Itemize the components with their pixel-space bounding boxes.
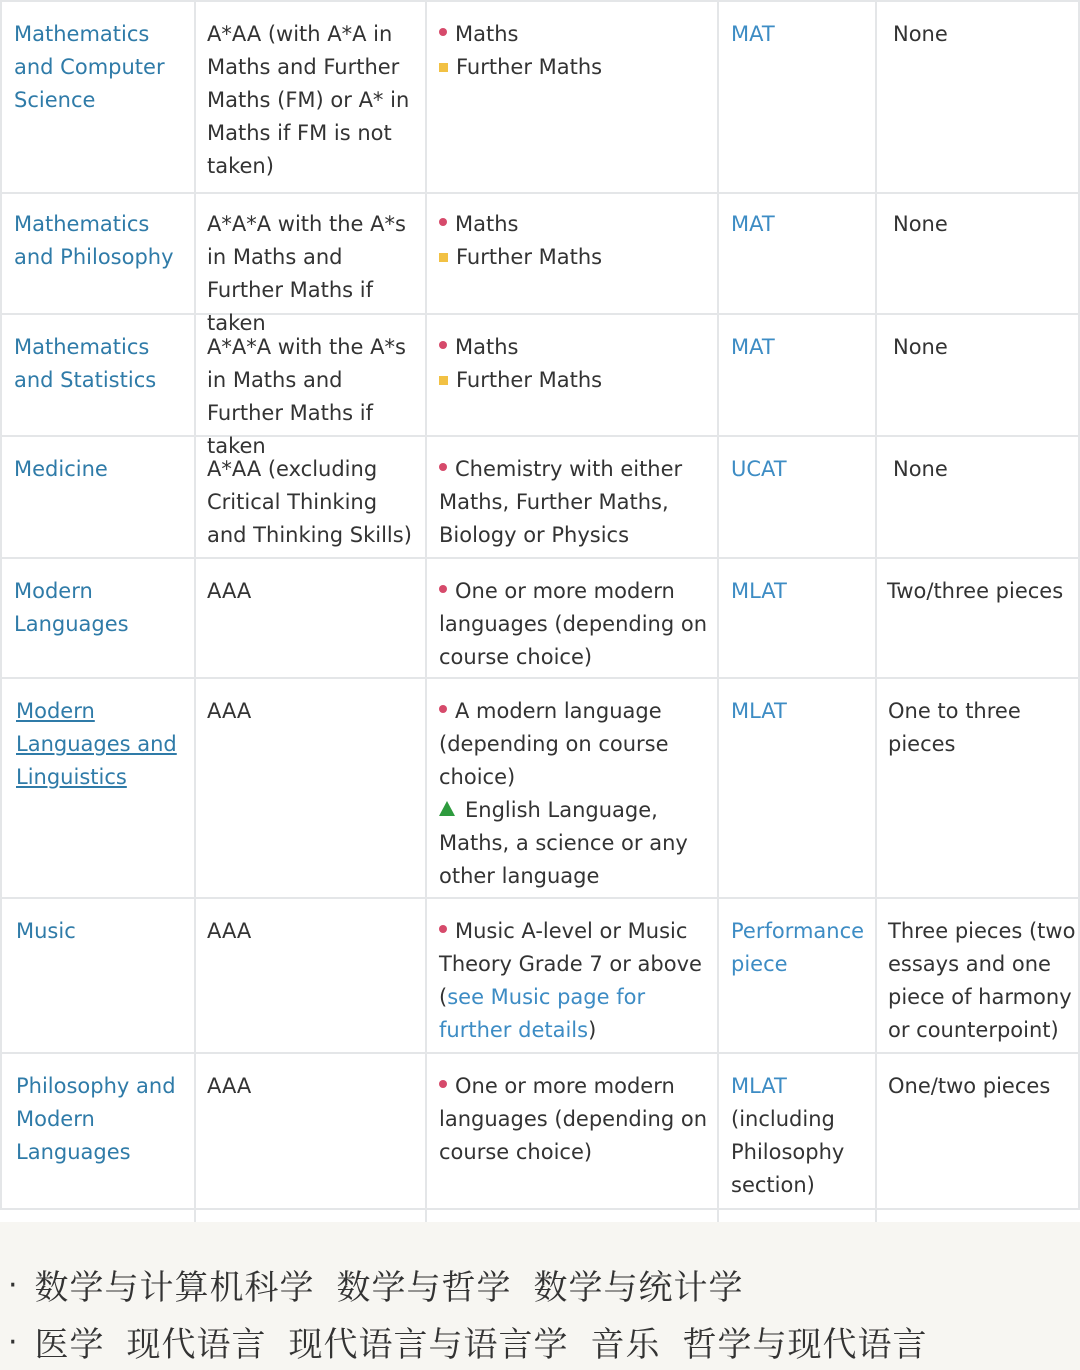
subject-recommended [439,364,711,397]
subject-text: English Language, Maths, a science or any other language [439,798,688,888]
grades-cell [194,192,425,335]
written-work-text: One to three pieces [888,699,1021,756]
subject-essential [439,453,711,552]
test-cell [717,315,875,435]
subject-text: Further Maths [456,245,603,269]
written-work-cell [875,1054,1080,1208]
table-row [0,559,1080,679]
caption-item: 音乐 [590,1325,661,1365]
test-link[interactable]: MLAT [731,579,787,603]
test-cell [717,559,875,677]
course-link[interactable]: Music [16,919,76,943]
subject-text: Maths [455,335,519,359]
bullet-dot: · [8,1325,19,1360]
grades-cell [194,437,425,557]
grades-text: AAA [207,1074,252,1098]
test-link[interactable]: MAT [731,335,775,359]
course-cell [0,437,194,557]
subject-helpful [439,794,711,893]
grades-text: AAA [207,699,252,723]
table-row [0,437,1080,559]
course-cell [0,679,194,897]
table-row [0,0,1080,194]
written-work-cell [875,559,1080,677]
recommended-square-icon [439,376,448,385]
subject-essential [439,208,711,241]
test-link[interactable]: MLAT [731,1074,787,1098]
course-cell [0,899,194,1052]
caption-line-2 [8,1317,950,1366]
written-work-text: None [893,457,948,481]
course-cell [0,2,194,192]
grades-cell [194,559,425,677]
recommended-square-icon [439,253,448,262]
test-cell [717,437,875,557]
test-link[interactable]: UCAT [731,457,787,481]
caption-item: 数学与计算机科学 [34,1268,315,1308]
course-link[interactable]: Mathematics and Statistics [14,335,157,392]
subject-text: A modern language (depending on course choice) [439,699,669,789]
subject-essential [439,331,711,364]
written-work-text: One/two pieces [888,1074,1051,1098]
essential-bullet-icon [439,925,447,933]
caption-item: 现代语言与语言学 [288,1325,569,1365]
course-cell [0,315,194,435]
table-row [0,1054,1080,1210]
written-work-cell [875,679,1080,897]
subject-essential [439,915,711,1047]
grades-cell [194,2,425,192]
test-link[interactable]: MLAT [731,699,787,723]
essential-bullet-icon [439,218,447,226]
written-work-cell [875,899,1080,1052]
paren-open: ( [439,985,448,1009]
subjects-cell [425,315,717,435]
grades-text: A*AA (excluding Critical Thinking and Thinking Skills) [207,457,412,547]
course-cell [0,1054,194,1208]
grades-text: A*A*A with the A*s in Maths and Further Maths if taken [207,212,406,335]
course-link[interactable]: Modern Languages [14,579,129,636]
subject-essential [439,575,711,674]
paren-close: ) [588,1018,597,1042]
essential-bullet-icon [439,1080,447,1088]
subject-recommended [439,51,711,84]
grades-text: A*A*A with the A*s in Maths and Further Maths if taken [207,335,406,458]
course-link[interactable]: Medicine [14,457,108,481]
caption-line-1 [8,1260,766,1309]
test-cell [717,2,875,192]
subject-recommended [439,241,711,274]
table-row [0,192,1080,335]
table-row [0,899,1080,1054]
caption-item: 数学与统计学 [533,1268,744,1308]
written-work-cell [875,315,1080,435]
recommended-square-icon [439,63,448,72]
course-cell [0,559,194,677]
subjects-cell [425,2,717,192]
chinese-summary-caption [0,1222,1080,1370]
caption-item: 数学与哲学 [336,1268,512,1308]
written-work-cell [875,192,1080,313]
written-work-text: None [893,212,948,236]
grades-text: AAA [207,919,252,943]
course-link[interactable]: Mathematics and Philosophy [14,212,174,269]
test-link[interactable]: MAT [731,22,775,46]
written-work-cell [875,2,1080,192]
test-note: (including Philosophy section) [731,1107,845,1197]
subject-essential [439,1070,711,1169]
subjects-cell [425,192,717,313]
essential-bullet-icon [439,463,447,471]
table-row [0,315,1080,458]
grades-cell [194,1054,425,1208]
music-page-link[interactable]: see Music page for further details [439,985,646,1042]
subject-essential [439,695,711,794]
test-cell [717,679,875,897]
grades-cell [194,315,425,458]
grades-cell [194,679,425,897]
caption-item: 哲学与现代语言 [682,1325,928,1365]
course-link[interactable]: Mathematics and Computer Science [14,22,165,112]
grades-text: AAA [207,579,252,603]
written-work-text: None [893,335,948,359]
essential-bullet-icon [439,585,447,593]
subjects-cell [425,899,717,1052]
subjects-cell [425,559,717,677]
subjects-cell [425,1054,717,1208]
helpful-triangle-icon [439,801,455,816]
subject-text: Maths [455,212,519,236]
subject-text: Maths [455,22,519,46]
written-work-cell [875,437,1080,557]
written-work-text: Two/three pieces [887,579,1064,603]
subjects-cell [425,437,717,557]
subject-text: One or more modern languages (depending on course choice) [439,579,708,669]
subjects-cell [425,679,717,897]
test-link[interactable]: Performance piece [731,919,865,976]
course-cell [0,192,194,313]
grades-text: A*AA (with A*A in Maths and Further Maths (FM) or A* in Maths if FM is not taken) [207,22,410,178]
test-cell [717,192,875,313]
subject-text: One or more modern languages (depending on course choice) [439,1074,708,1164]
course-link[interactable]: Modern Languages and Linguistics [16,699,177,789]
test-cell [717,1054,875,1208]
subject-essential [439,18,711,51]
essential-bullet-icon [439,705,447,713]
essential-bullet-icon [439,28,447,36]
subject-text: Further Maths [456,55,603,79]
course-link[interactable]: Philosophy and Modern Languages [16,1074,176,1164]
subject-text: Further Maths [456,368,603,392]
caption-item: 现代语言 [126,1325,267,1365]
essential-bullet-icon [439,341,447,349]
table-continuation [0,1208,1080,1222]
test-cell [717,899,875,1052]
written-work-text: Three pieces (two essays and one piece of harmony or counterpoint) [888,919,1076,1042]
table-row [0,679,1080,899]
caption-item: 医学 [34,1325,105,1365]
subject-text: Music A-level or Music Theory Grade 7 or above [439,919,702,976]
subject-text: Chemistry with either Maths, Further Maths, Biology or Physics [439,457,683,547]
written-work-text: None [893,22,948,46]
bullet-dot: · [8,1268,19,1303]
grades-cell [194,899,425,1052]
test-link[interactable]: MAT [731,212,775,236]
